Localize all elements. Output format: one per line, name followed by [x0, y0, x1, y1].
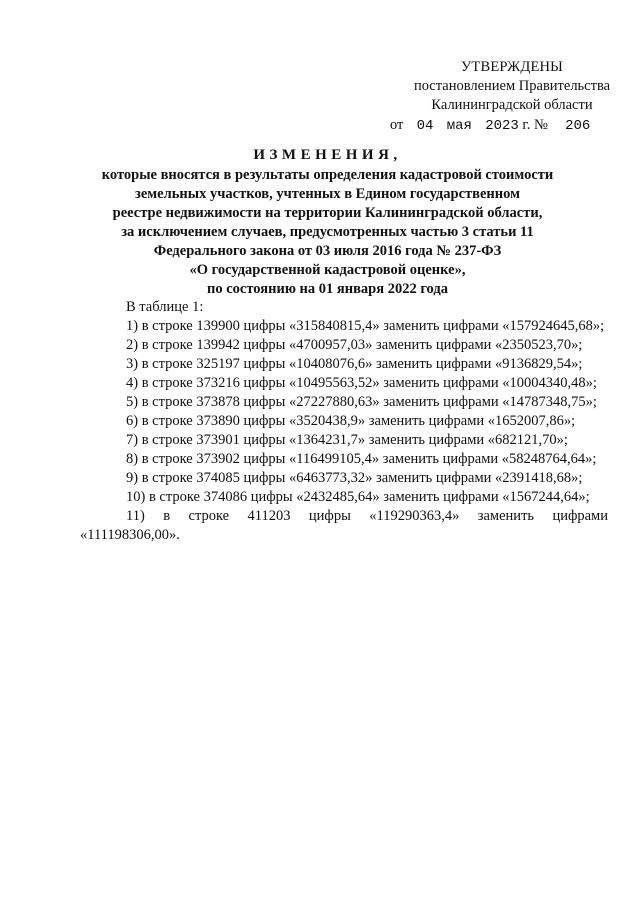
- body-intro: В таблице 1:: [126, 299, 204, 315]
- title-line: по состоянию на 01 января 2022 года: [207, 281, 448, 297]
- document-body: [80, 298, 608, 545]
- list-item: 6) в строке 373890 цифры «3520438,9» заменить цифрами «1652007,86»;: [126, 413, 576, 429]
- document-title: [60, 146, 595, 299]
- list-item: 8) в строке 373902 цифры «116499105,4» заменить цифрами «58248764,64»;: [126, 451, 597, 467]
- date-month: мая: [446, 118, 472, 134]
- list-item-last-line-1: 11) в строке 411203 цифры «119290363,4» заменить цифрами: [126, 508, 608, 524]
- date-year: 2023: [485, 118, 519, 134]
- date-year-suffix: г. №: [522, 117, 548, 133]
- list-item: 10) в строке 374086 цифры «2432485,64» заменить цифрами «1567244,64»;: [126, 489, 590, 505]
- date-day: 04: [416, 118, 434, 134]
- list-item: 3) в строке 325197 цифры «10408076,6» заменить цифрами «9136829,54»;: [126, 356, 583, 372]
- title-line: которые вносятся в результаты определения кадастровой стоимости: [101, 167, 554, 183]
- approval-title: УТВЕРЖДЕНЫ: [460, 59, 564, 75]
- approval-line-1: постановлением Правительства: [413, 78, 611, 94]
- title-line: за исключением случаев, предусмотренных частью 3 статьи 11: [121, 224, 534, 240]
- list-item: 7) в строке 373901 цифры «1364231,7» заменить цифрами «682121,70»;: [126, 432, 568, 448]
- title-heading: ИЗМЕНЕНИЯ,: [253, 147, 402, 163]
- list-item: 5) в строке 373878 цифры «27227880,63» заменить цифрами «14787348,75»;: [126, 394, 597, 410]
- list-item: 9) в строке 374085 цифры «6463773,32» заменить цифрами «2391418,68»;: [126, 470, 583, 486]
- title-line: реестре недвижимости на территории Калининградской области,: [112, 205, 543, 221]
- title-line: Федерального закона от 03 июля 2016 года № 237-ФЗ: [153, 243, 502, 259]
- approval-block: [388, 58, 618, 136]
- document-number: 206: [565, 118, 591, 134]
- approval-line-2: Калининградской области: [431, 97, 593, 113]
- approval-date-line: [388, 116, 618, 136]
- list-item-last-line-2: «111198306,00».: [80, 527, 180, 543]
- list-item: 1) в строке 139900 цифры «315840815,4» заменить цифрами «157924645,68»;: [126, 318, 605, 334]
- title-line: земельных участков, учтенных в Едином государственном: [135, 186, 520, 202]
- title-line: «О государственной кадастровой оценке»,: [189, 262, 466, 278]
- list-item: 2) в строке 139942 цифры «4700957,03» заменить цифрами «2350523,70»;: [126, 337, 583, 353]
- date-prefix: от: [390, 117, 404, 133]
- list-item: 4) в строке 373216 цифры «10495563,52» заменить цифрами «10004340,48»;: [126, 375, 597, 391]
